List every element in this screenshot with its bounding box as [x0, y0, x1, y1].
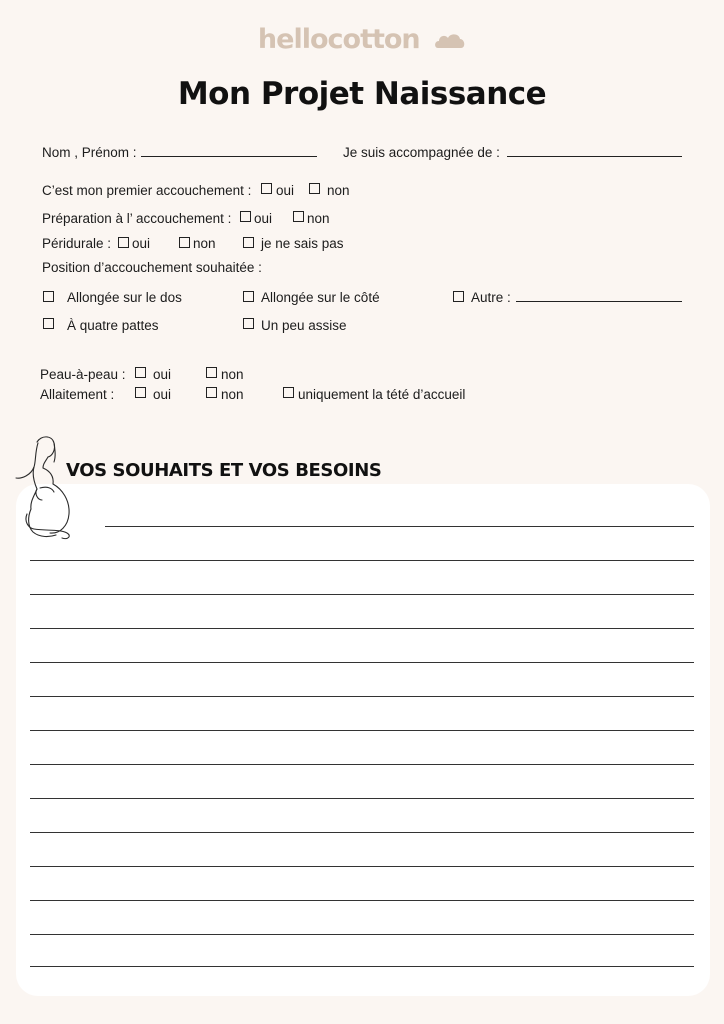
notes-line[interactable] — [30, 696, 694, 697]
first-birth-non-checkbox[interactable] — [309, 183, 320, 194]
breastfeeding-welcome-checkbox[interactable] — [283, 387, 294, 398]
position-side-checkbox[interactable] — [243, 291, 254, 302]
position-seated-checkbox[interactable] — [243, 318, 254, 329]
breastfeeding-label: Allaitement : — [40, 387, 115, 402]
position-seated-label: Un peu assise — [261, 318, 347, 333]
notes-line[interactable] — [30, 594, 694, 595]
brand-name: hellocotton — [257, 24, 420, 55]
companion-label: Je suis accompagnée de : — [343, 145, 500, 160]
position-back-label: Allongée sur le dos — [67, 290, 182, 305]
page-title: Mon Projet Naissance — [177, 76, 547, 112]
skin-non-label: non — [221, 367, 244, 382]
notes-line[interactable] — [105, 526, 694, 527]
epidural-oui-checkbox[interactable] — [118, 237, 129, 248]
preparation-oui-checkbox[interactable] — [240, 211, 251, 222]
position-label: Position d’accouchement souhaitée : — [42, 260, 262, 275]
notes-line[interactable] — [30, 900, 694, 901]
skin-non-checkbox[interactable] — [206, 367, 217, 378]
epidural-oui-label: oui — [132, 236, 151, 251]
breastfeeding-welcome-label: uniquement la tété d’accueil — [298, 387, 466, 402]
breastfeeding-oui-checkbox[interactable] — [135, 387, 146, 398]
name-field[interactable] — [141, 156, 317, 157]
first-birth-label: C’est mon premier accouchement : — [42, 183, 252, 198]
pregnant-woman-illustration — [10, 434, 80, 544]
position-fours-label: À quatre pattes — [67, 318, 159, 333]
preparation-non-label: non — [307, 211, 330, 226]
position-other-label: Autre : — [471, 290, 511, 305]
skin-to-skin-label: Peau-à-peau : — [40, 367, 126, 382]
epidural-label: Péridurale : — [42, 236, 112, 251]
preparation-non-checkbox[interactable] — [293, 211, 304, 222]
first-birth-non-label: non — [327, 183, 350, 198]
notes-line[interactable] — [30, 832, 694, 833]
notes-line[interactable] — [30, 764, 694, 765]
notes-line[interactable] — [30, 730, 694, 731]
breastfeeding-non-label: non — [221, 387, 244, 402]
cloud-icon — [434, 25, 466, 56]
epidural-non-label: non — [193, 236, 216, 251]
preparation-oui-label: oui — [254, 211, 273, 226]
epidural-unsure-checkbox[interactable] — [243, 237, 254, 248]
breastfeeding-non-checkbox[interactable] — [206, 387, 217, 398]
position-other-field[interactable] — [516, 301, 682, 302]
position-side-label: Allongée sur le côté — [261, 290, 380, 305]
epidural-unsure-label: je ne sais pas — [261, 236, 344, 251]
notes-line[interactable] — [30, 628, 694, 629]
brand-logo — [0, 24, 724, 56]
first-birth-oui-label: oui — [276, 183, 295, 198]
notes-line[interactable] — [30, 798, 694, 799]
position-fours-checkbox[interactable] — [43, 318, 54, 329]
breastfeeding-oui-label: oui — [153, 387, 172, 402]
notes-line[interactable] — [30, 560, 694, 561]
name-label: Nom , Prénom : — [42, 145, 137, 160]
epidural-non-checkbox[interactable] — [179, 237, 190, 248]
first-birth-oui-checkbox[interactable] — [261, 183, 272, 194]
skin-oui-label: oui — [153, 367, 172, 382]
skin-oui-checkbox[interactable] — [135, 367, 146, 378]
notes-line[interactable] — [30, 662, 694, 663]
position-other-checkbox[interactable] — [453, 291, 464, 302]
notes-line[interactable] — [30, 966, 694, 967]
position-back-checkbox[interactable] — [43, 291, 54, 302]
notes-line[interactable] — [30, 866, 694, 867]
notes-line[interactable] — [30, 934, 694, 935]
preparation-label: Préparation à l’ accouchement : — [42, 211, 232, 226]
companion-field[interactable] — [507, 156, 682, 157]
notes-title: VOS SOUHAITS ET VOS BESOINS — [66, 460, 382, 481]
